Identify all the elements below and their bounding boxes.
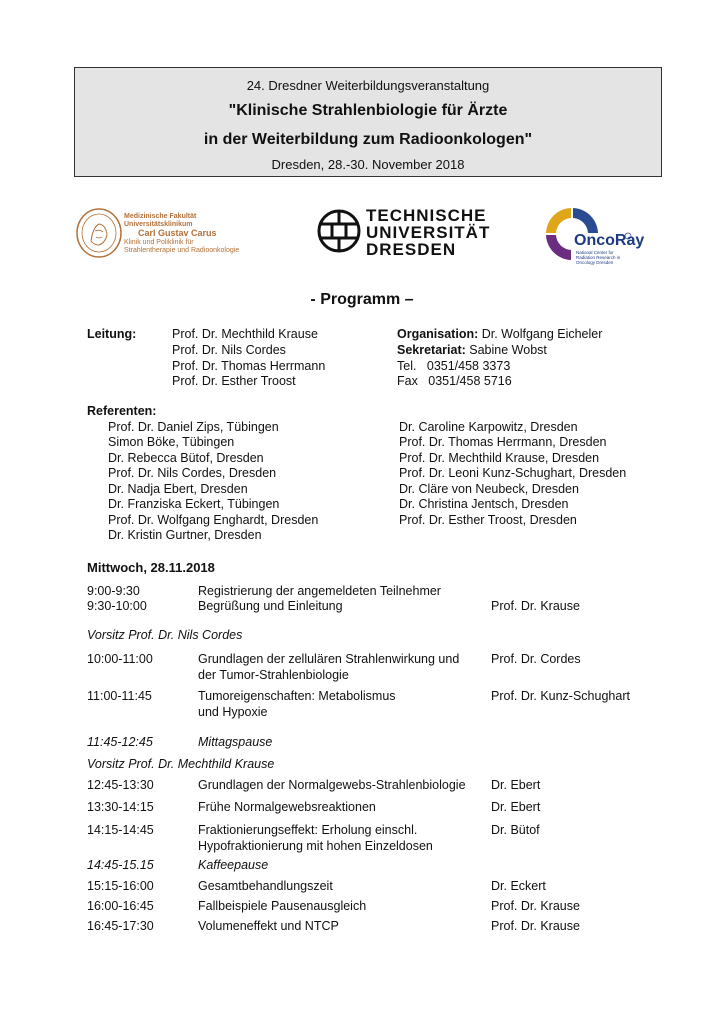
schedule-time: 11:00-11:45	[87, 689, 152, 703]
tud-line1: TECHNISCHE	[366, 206, 487, 225]
tud-line3: DRESDEN	[366, 240, 457, 259]
speaker-item: Prof. Dr. Leoni Kunz-Schughart, Dresden	[399, 466, 627, 480]
sekretariat-line	[397, 343, 547, 357]
session-chair: Vorsitz Prof. Dr. Nils Cordes	[87, 628, 243, 642]
schedule-topic: Grundlagen der zellulären Strahlenwirkung und	[198, 652, 460, 666]
medfak-line2: Universitätsklinikum	[124, 221, 193, 228]
fax-line: Fax 0351/458 5716	[397, 374, 512, 388]
speaker-item: Prof. Dr. Esther Troost, Dresden	[399, 513, 577, 527]
referenten-label: Referenten:	[87, 404, 157, 418]
schedule-speaker: Prof. Dr. Cordes	[491, 652, 581, 666]
schedule-break: Kaffeepause	[198, 858, 269, 872]
phone-line: Tel. 0351/458 3373	[397, 359, 511, 373]
speaker-item: Simon Böke, Tübingen	[108, 435, 235, 449]
schedule-topic: Tumoreigenschaften: Metabolismus	[198, 689, 396, 703]
speaker-item: Prof. Dr. Daniel Zips, Tübingen	[108, 420, 279, 434]
event-header-box	[74, 67, 662, 177]
event-series: 24. Dresdner Weiterbildungsveranstaltung	[246, 78, 490, 93]
schedule-topic: Frühe Normalgewebsreaktionen	[198, 800, 376, 814]
schedule-time: 13:30-14:15	[87, 800, 154, 814]
speaker-item: Dr. Kristin Gurtner, Dresden	[108, 528, 262, 542]
schedule-time: 11:45-12:45	[87, 735, 153, 749]
schedule-time: 9:00-9:30	[87, 584, 140, 598]
speaker-item: Dr. Rebecca Bütof, Dresden	[108, 451, 264, 465]
schedule-topic: Gesamtbehandlungszeit	[198, 879, 333, 893]
speaker-item: Prof. Dr. Wolfgang Enghardt, Dresden	[108, 513, 319, 527]
schedule-time: 10:00-11:00	[87, 652, 153, 666]
organisation-value: Dr. Wolfgang Eicheler	[478, 327, 603, 341]
schedule-topic: Fallbeispiele Pausenausgleich	[198, 899, 367, 913]
tud-line2: UNIVERSITÄT	[366, 223, 491, 242]
schedule-time: 16:00-16:45	[87, 899, 154, 913]
schedule-topic: Volumeneffekt und NTCP	[198, 919, 339, 933]
sekretariat-label: Sekretariat:	[397, 343, 466, 357]
schedule-speaker: Prof. Dr. Kunz-Schughart	[491, 689, 630, 703]
event-title-line2: in der Weiterbildung zum Radioonkologen"	[203, 131, 533, 148]
oncoray-name: OncoRay	[574, 232, 645, 249]
medfak-text	[124, 213, 239, 255]
session-chair: Vorsitz Prof. Dr. Mechthild Krause	[87, 757, 275, 771]
schedule-speaker: Dr. Ebert	[491, 778, 541, 792]
sekretariat-value: Sabine Wobst	[465, 343, 547, 357]
schedule-speaker: Prof. Dr. Krause	[491, 919, 580, 933]
schedule-time: 12:45-13:30	[87, 778, 154, 792]
schedule-time: 14:15-14:45	[87, 823, 154, 837]
schedule-time: 14:45-15.15	[87, 858, 154, 872]
schedule-topic-cont: der Tumor-Strahlenbiologie	[198, 668, 349, 682]
organisation-line	[397, 327, 602, 341]
leitung-name: Prof. Dr. Nils Cordes	[172, 343, 286, 357]
speaker-item: Dr. Caroline Karpowitz, Dresden	[399, 420, 578, 434]
speaker-item: Dr. Cläre von Neubeck, Dresden	[399, 482, 579, 496]
speaker-item: Dr. Nadja Ebert, Dresden	[108, 482, 248, 496]
speaker-item: Dr. Christina Jentsch, Dresden	[399, 497, 569, 511]
medfak-line5: Strahlentherapie und Radioonkologie	[124, 247, 240, 254]
schedule-time: 16:45-17:30	[87, 919, 154, 933]
schedule-speaker: Prof. Dr. Krause	[491, 899, 580, 913]
tud-emblem-icon	[316, 208, 362, 254]
schedule-topic: Registrierung der angemeldeten Teilnehmer	[198, 584, 441, 598]
speaker-item: Dr. Franziska Eckert, Tübingen	[108, 497, 280, 511]
speaker-item: Prof. Dr. Nils Cordes, Dresden	[108, 466, 277, 480]
leitung-name: Prof. Dr. Mechthild Krause	[172, 327, 318, 341]
event-date-location: Dresden, 28.-30. November 2018	[271, 157, 465, 172]
leitung-name: Prof. Dr. Esther Troost	[172, 374, 296, 388]
schedule-speaker: Dr. Eckert	[491, 879, 546, 893]
schedule-topic: Fraktionierungseffekt: Erholung einschl.	[198, 823, 418, 837]
program-title: - Programm –	[310, 291, 414, 308]
schedule-speaker: Dr. Ebert	[491, 800, 541, 814]
schedule-speaker: Dr. Bütof	[491, 823, 540, 837]
medfak-line1: Medizinische Fakultät	[124, 213, 197, 220]
oncoray-subtitle: National Center for Radiation Research in Oncology Dresden	[576, 250, 621, 265]
leitung-label: Leitung:	[87, 327, 137, 341]
medfak-line3: Carl Gustav Carus	[138, 228, 217, 238]
medfak-line4: Klinik und Poliklinik für	[124, 239, 194, 246]
schedule-break: Mittagspause	[198, 735, 273, 749]
schedule-time: 9:30-10:00	[87, 599, 147, 613]
schedule-speaker: Prof. Dr. Krause	[491, 599, 580, 613]
carus-seal-icon	[75, 207, 123, 259]
schedule-time: 15:15-16:00	[87, 879, 154, 893]
speaker-item: Prof. Dr. Thomas Herrmann, Dresden	[399, 435, 607, 449]
organisation-label: Organisation:	[397, 327, 479, 341]
event-title-line1: "Klinische Strahlenbiologie für Ärzte	[228, 102, 508, 119]
day-heading: Mittwoch, 28.11.2018	[87, 560, 215, 575]
leitung-name: Prof. Dr. Thomas Herrmann	[172, 359, 326, 373]
schedule-topic-cont: und Hypoxie	[198, 705, 268, 719]
schedule-topic: Grundlagen der Normalgewebs-Strahlenbiologie	[198, 778, 466, 792]
speaker-item: Prof. Dr. Mechthild Krause, Dresden	[399, 451, 600, 465]
tud-wordmark	[366, 207, 490, 258]
schedule-topic: Begrüßung und Einleitung	[198, 599, 343, 613]
schedule-topic-cont: Hypofraktionierung mit hohen Einzeldosen	[198, 839, 433, 853]
